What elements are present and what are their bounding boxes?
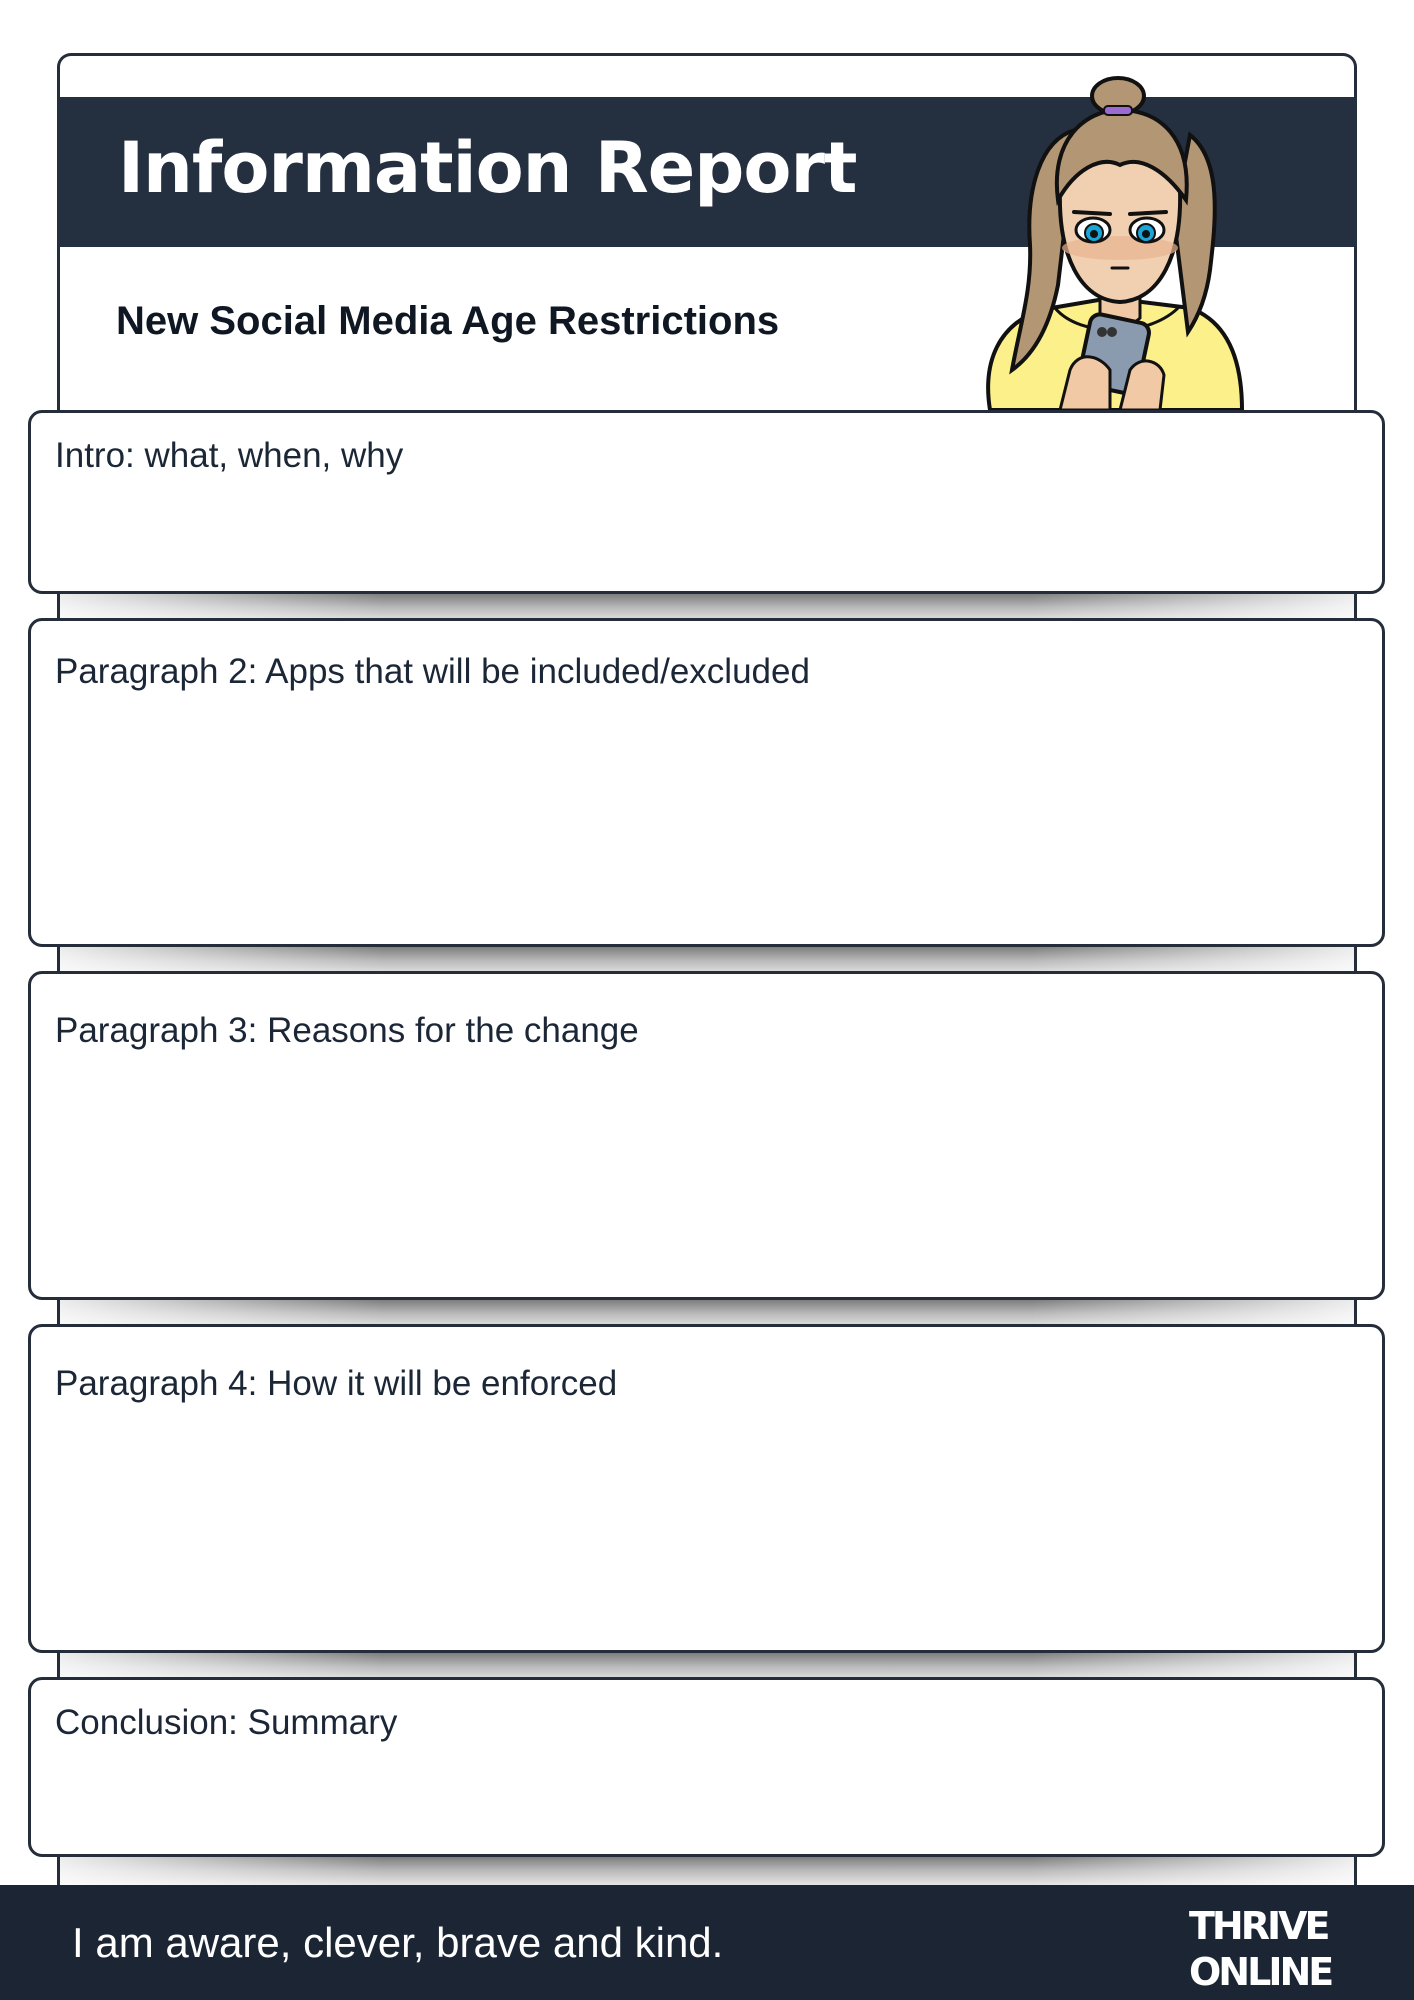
- section-intro[interactable]: [28, 410, 1385, 594]
- page-subtitle: New Social Media Age Restrictions: [116, 299, 780, 343]
- logo-line-1: THRIVE: [1189, 1904, 1328, 1948]
- logo-line-2: ONLINE: [1189, 1950, 1332, 1993]
- section-paragraph-3-label: Paragraph 3: Reasons for the change: [55, 1011, 639, 1050]
- section-conclusion-label: Conclusion: Summary: [55, 1703, 398, 1742]
- section-paragraph-4[interactable]: [28, 1324, 1385, 1653]
- thrive-online-logo: [1185, 1897, 1335, 1993]
- footer-bar: [0, 1885, 1414, 2000]
- page-title: Information Report: [118, 127, 857, 209]
- section-paragraph-4-label: Paragraph 4: How it will be enforced: [55, 1364, 618, 1403]
- section-paragraph-2-label: Paragraph 2: Apps that will be included/excluded: [55, 652, 810, 691]
- footer-motto: I am aware, clever, brave and kind.: [72, 1919, 724, 1966]
- section-conclusion[interactable]: [28, 1677, 1385, 1857]
- section-paragraph-3[interactable]: [28, 971, 1385, 1300]
- section-paragraph-2[interactable]: [28, 618, 1385, 947]
- girl-with-phone-illustration: [960, 70, 1270, 410]
- section-intro-label: Intro: what, when, why: [55, 436, 404, 475]
- divider-shadow: [57, 1857, 1357, 1887]
